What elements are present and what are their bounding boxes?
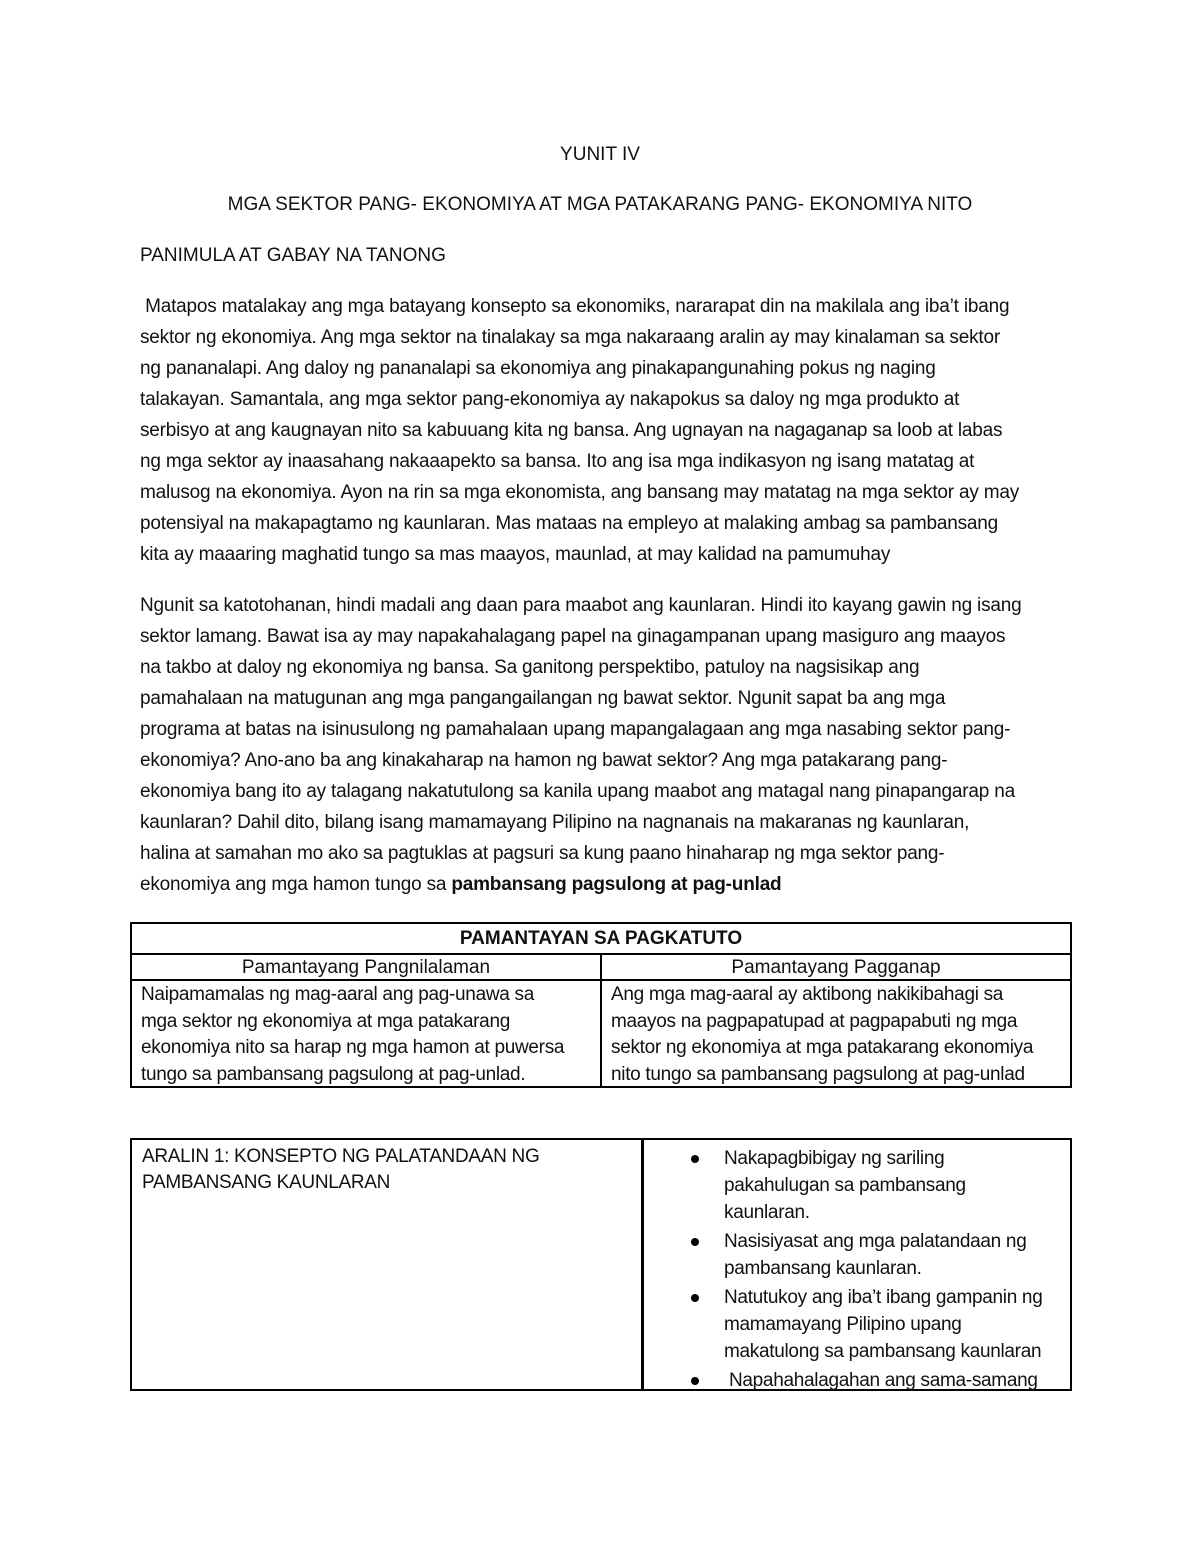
paragraph-line: kaunlaran? Dahil dito, bilang isang mamamayang Pilipino na nagnanais na makaranas ng kaunlaran, (140, 812, 970, 833)
objective-line: kaunlaran. (724, 1202, 810, 1223)
lesson-title-line: ARALIN 1: KONSEPTO NG PALATANDAAN NG (142, 1146, 540, 1167)
list-item (682, 1145, 1042, 1226)
cell-line: sektor ng ekonomiya at mga patakarang ekonomiya (611, 1037, 1034, 1058)
bullet-dot-icon (691, 1377, 699, 1385)
unit-title: YUNIT IV (560, 144, 640, 165)
paragraph-line: potensiyal na makapagtamo ng kaunlaran. Mas mataas na empleyo at malaking ambag sa pambansang (140, 513, 999, 534)
objectives-list (682, 1145, 1042, 1396)
paragraph-line: programa at batas na isinusulong ng pamahalaan upang mapangalagaan ang mga nasabing sektor pang- (140, 719, 1011, 740)
paragraph-line: kita ay maaaring maghatid tungo sa mas maayos, maunlad, at may kalidad na pamumuhay (140, 544, 891, 565)
lesson-title-line: PAMBANSANG KAUNLARAN (142, 1172, 391, 1193)
learning-standards-table (130, 922, 1072, 1088)
paragraph-line: ekonomiya bang ito ay talagang nakatutulong sa kanila upang maabot ang matagal nang pinapangarap na (140, 781, 1015, 802)
column-header-content-standard: Pamantayang Pangnilalaman (241, 957, 491, 978)
objective-line: Nasisiyasat ang mga palatandaan ng (724, 1231, 1027, 1252)
bold-emphasis: pambansang pagsulong at pag-unlad (451, 874, 782, 895)
header-row-divider (132, 979, 1070, 981)
table-title: PAMANTAYAN SA PAGKATUTO (132, 924, 1070, 955)
intro-paragraph-2 (140, 590, 1065, 900)
intro-paragraph-1 (140, 291, 1065, 570)
paragraph-line: sektor lamang. Bawat isa ay may napakahalagang papel na ginagampanan upang masiguro ang maayos (140, 626, 1006, 647)
list-item (682, 1284, 1042, 1365)
bullet-dot-icon (691, 1238, 699, 1246)
cell-line: mga sektor ng ekonomiya at mga patakarang (141, 1010, 510, 1032)
lesson-title (142, 1144, 539, 1196)
paragraph-last-line-text: ekonomiya ang mga hamon tungo sa (140, 874, 452, 895)
cell-line: tungo sa pambansang pagsulong at pag-unlad. (141, 1063, 526, 1085)
paragraph-line: Matapos matalakay ang mga batayang konsepto sa ekonomiks, nararapat din na makilala ang iba’t ibang (140, 296, 1010, 317)
paragraph-line: Ngunit sa katotohanan, hindi madali ang daan para maabot ang kaunlaran. Hindi ito kayang gawin ng isang (140, 595, 1022, 616)
objective-line: Natutukoy ang iba’t ibang gampanin ng (724, 1287, 1043, 1308)
paragraph-line: na takbo at daloy ng ekonomiya ng bansa. Sa ganitong perspektibo, patuloy na nagsisikap ang (140, 657, 920, 678)
paragraph-last-line (140, 869, 1065, 900)
paragraph-line: halina at samahan mo ako sa pagtuklas at pagsuri sa kung paano hinaharap ng mga sektor pang- (140, 843, 945, 864)
paragraph-line: ekonomiya? Ano-ano ba ang kinakaharap na hamon ng bawat sektor? Ang mga patakarang pang- (140, 750, 948, 771)
objective-line: pambansang kaunlaran. (724, 1258, 922, 1279)
column-divider (641, 1140, 644, 1389)
paragraph-line: ng pananalapi. Ang daloy ng pananalapi sa ekonomiya ang pinakapangunahing pokus ng naging (140, 358, 936, 379)
bullet-dot-icon (691, 1294, 699, 1302)
content-standard-cell (141, 982, 564, 1088)
column-header-performance-standard: Pamantayang Pagganap (731, 957, 941, 978)
objective-line: Nakapagbibigay ng sariling (724, 1148, 945, 1169)
paragraph-line: ng mga sektor ay inaasahang nakaaapekto sa bansa. Ito ang isa mga indikasyon ng isang matatag at (140, 451, 975, 472)
paragraph-line: pamahalaan na matugunan ang mga pangangailangan ng bawat sektor. Ngunit sapat ba ang mga (140, 688, 946, 709)
list-item (682, 1228, 1042, 1282)
bullet-dot-icon (691, 1155, 699, 1163)
objective-line: makatulong sa pambansang kaunlaran (724, 1341, 1042, 1362)
paragraph-line: sektor ng ekonomiya. Ang mga sektor na tinalakay sa mga nakaraang aralin ay may kinalaman sa sektor (140, 327, 1000, 348)
intro-heading: PANIMULA AT GABAY NA TANONG (140, 245, 446, 266)
cell-line: nito tungo sa pambansang pagsulong at pag-unlad (611, 1063, 1025, 1085)
cell-line: ekonomiya nito sa harap ng mga hamon at puwersa (141, 1037, 565, 1058)
paragraph-line: talakayan. Samantala, ang mga sektor pang-ekonomiya ay nakapokus sa daloy ng mga produkto at (140, 389, 960, 410)
objective-line: mamamayang Pilipino upang (724, 1314, 962, 1335)
objective-line: Napahahalagahan ang sama-samang (724, 1370, 1038, 1391)
cell-line: Naipamamalas ng mag-aaral ang pag-unawa sa (141, 984, 534, 1005)
cell-line: Ang mga mag-aaral ay aktibong nakikibahagi sa (611, 984, 1004, 1005)
objective-line: pakahulugan sa pambansang (724, 1175, 966, 1196)
performance-standard-cell (611, 982, 1033, 1088)
lesson-table (130, 1138, 1072, 1391)
list-item (682, 1367, 1042, 1394)
unit-subtitle: MGA SEKTOR PANG- EKONOMIYA AT MGA PATAKARANG PANG- EKONOMIYA NITO (227, 194, 973, 215)
paragraph-line: malusog na ekonomiya. Ayon na rin sa mga ekonomista, ang bansang may matatag na mga sektor ay may (140, 482, 1020, 503)
paragraph-line: serbisyo at ang kaugnayan nito sa kabuuang kita ng bansa. Ang ugnayan na nagaganap sa loob at labas (140, 420, 1003, 441)
cell-line: maayos na pagpapatupad at pagpapabuti ng mga (611, 1010, 1018, 1032)
